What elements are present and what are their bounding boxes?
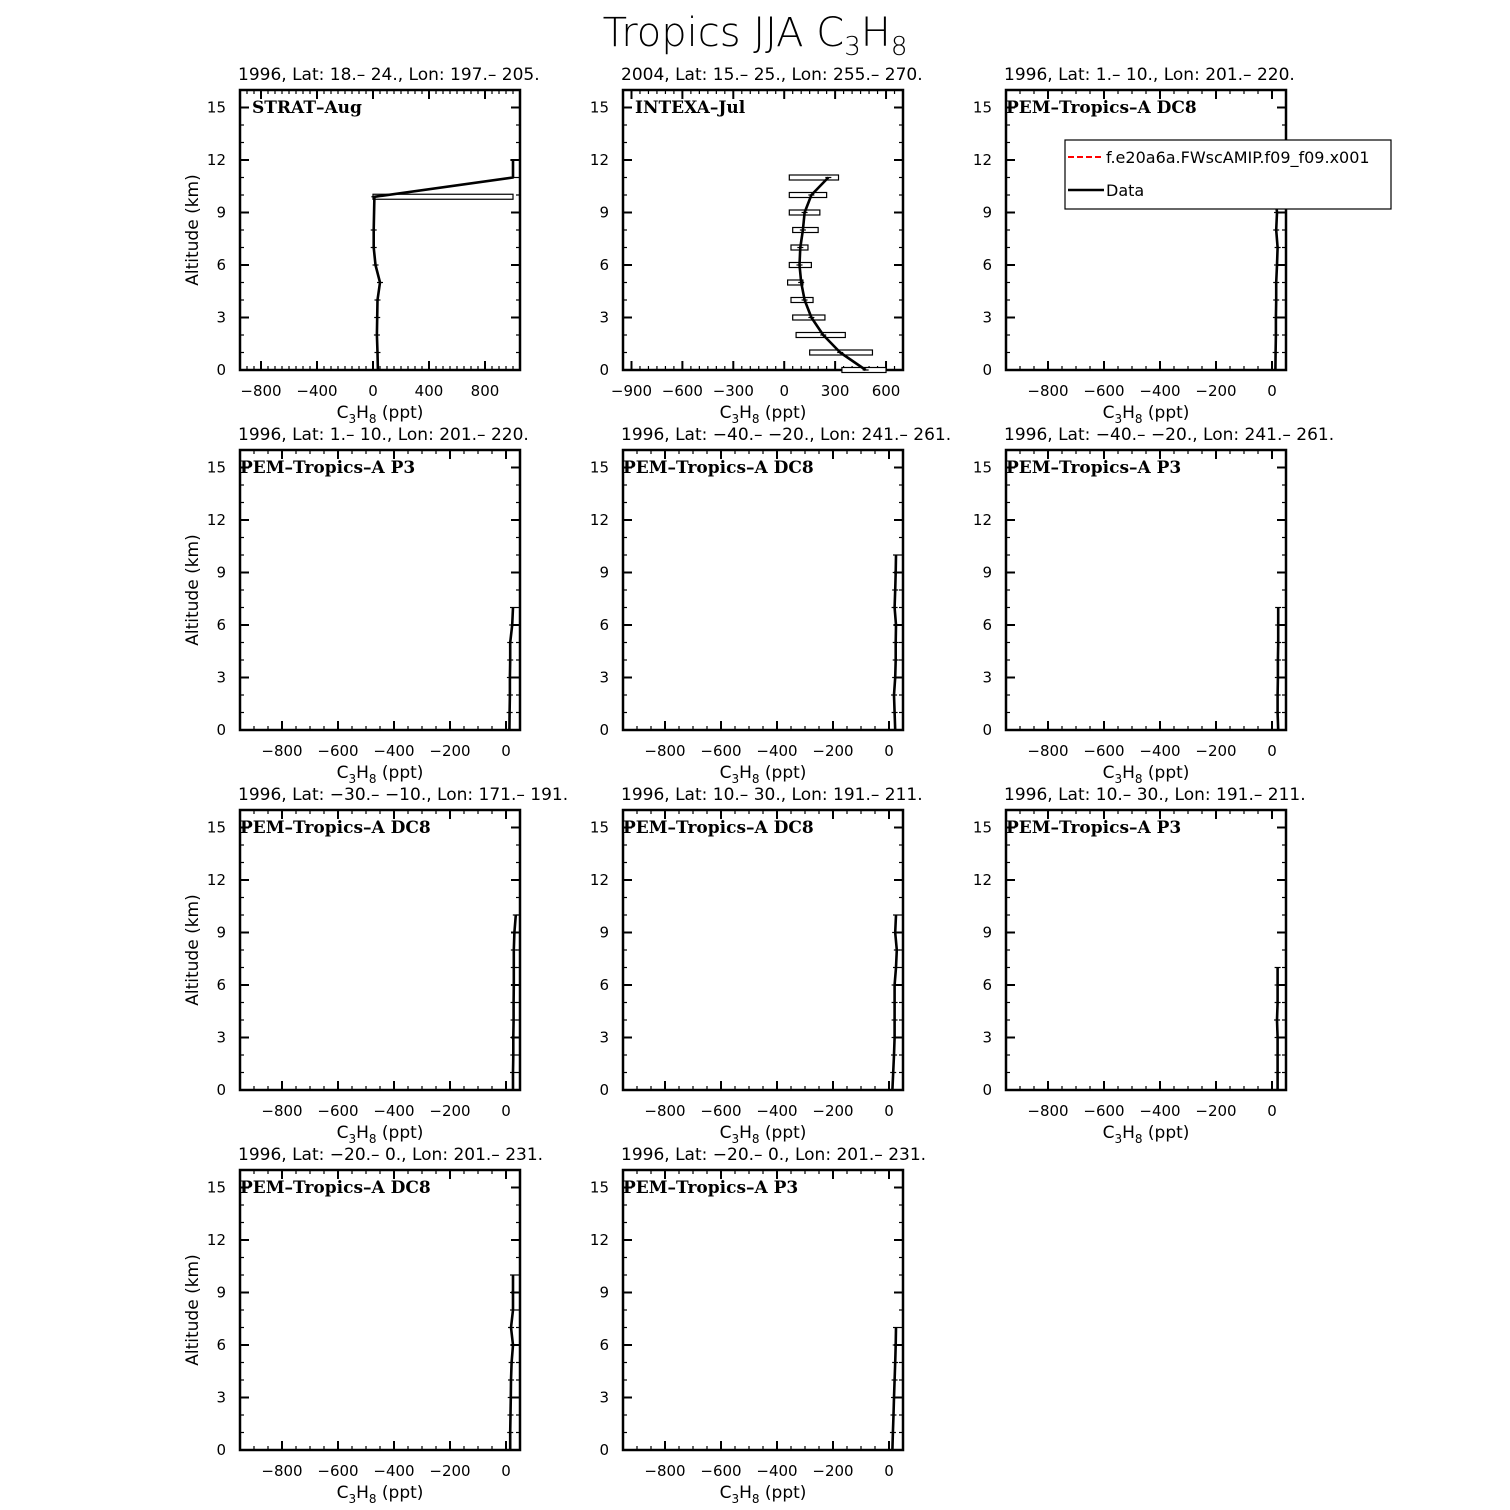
- y-tick-label: 6: [599, 616, 609, 634]
- x-tick-label: 0: [501, 742, 511, 760]
- x-tick-label: −200: [812, 742, 854, 760]
- y-tick-label: 12: [206, 151, 226, 169]
- x-axis-label-sub: 8: [1134, 412, 1143, 426]
- x-axis-label-sub: 8: [368, 412, 377, 426]
- y-tick-label: 6: [216, 256, 226, 274]
- y-tick-label: 9: [216, 563, 226, 582]
- x-axis-label-part: H: [739, 763, 752, 783]
- y-tick-label: 6: [216, 976, 226, 994]
- plot-frame: [1006, 450, 1286, 730]
- plot-frame: [240, 1170, 520, 1450]
- y-tick-label: 6: [982, 256, 992, 274]
- panel-3: [973, 65, 1295, 426]
- x-tick-label: −600: [317, 1462, 359, 1480]
- x-axis-label: [720, 1483, 807, 1506]
- x-tick-label: −800: [1027, 382, 1069, 400]
- data-line: [374, 160, 513, 370]
- panel-7: [183, 785, 568, 1146]
- x-axis-label-part: (ppt): [376, 1123, 424, 1143]
- campaign-label: PEM–Tropics–A P3: [623, 1178, 799, 1198]
- x-axis-label-sub: 8: [1134, 772, 1143, 786]
- y-tick-label: 15: [972, 818, 992, 837]
- x-tick-label: 0: [884, 742, 894, 760]
- y-tick-label: 15: [972, 458, 992, 477]
- y-tick-label: 12: [972, 871, 992, 889]
- y-tick-label: 15: [206, 1178, 226, 1197]
- x-axis-label-sub: 3: [731, 1132, 740, 1146]
- x-axis-label: [337, 1483, 424, 1506]
- x-axis-label-part: C: [336, 1123, 349, 1143]
- x-axis-label-part: H: [739, 1123, 752, 1143]
- y-tick-label: 0: [216, 361, 226, 379]
- plot-frame: [623, 90, 903, 370]
- campaign-label: PEM–Tropics–A DC8: [623, 458, 814, 478]
- panel-10: [183, 1145, 543, 1506]
- x-tick-label: −200: [812, 1462, 854, 1480]
- x-axis-label-part: (ppt): [759, 763, 807, 783]
- y-tick-label: 3: [599, 308, 609, 327]
- y-tick-label: 0: [982, 1081, 992, 1099]
- y-tick-label: 12: [972, 511, 992, 529]
- x-axis-label-part: H: [356, 1123, 369, 1143]
- campaign-label: STRAT–Aug: [252, 98, 362, 118]
- y-tick-label: 0: [216, 1081, 226, 1099]
- panel-1: [183, 65, 540, 426]
- x-axis-label: [720, 1123, 807, 1146]
- x-tick-label: 0: [368, 382, 378, 400]
- x-axis-label-part: C: [336, 403, 349, 423]
- y-tick-label: 0: [982, 361, 992, 379]
- campaign-label: INTEXA–Jul: [635, 98, 746, 118]
- x-axis-label-sub: 8: [751, 412, 760, 426]
- y-tick-label: 12: [589, 511, 609, 529]
- x-tick-label: −300: [712, 382, 754, 400]
- x-axis-label-sub: 3: [348, 1132, 357, 1146]
- x-axis-label-part: (ppt): [376, 763, 424, 783]
- panel-title: 2004, Lat: 15.– 25., Lon: 255.– 270.: [621, 65, 923, 85]
- x-tick-label: −600: [700, 1102, 742, 1120]
- y-tick-label: 6: [216, 1336, 226, 1354]
- panel-4: [183, 425, 529, 786]
- x-tick-label: −400: [756, 742, 798, 760]
- y-tick-label: 3: [216, 1388, 226, 1407]
- x-axis-label-part: H: [1122, 1123, 1135, 1143]
- y-tick-label: 15: [589, 1178, 609, 1197]
- x-tick-label: −200: [1195, 1102, 1237, 1120]
- x-axis-label-sub: 8: [751, 772, 760, 786]
- x-axis-label-sub: 3: [348, 1492, 357, 1506]
- figure-title: Tropics JJA $C_3H_8$: [602, 10, 908, 62]
- x-axis-label-sub: 3: [348, 772, 357, 786]
- x-axis-label-part: H: [1122, 403, 1135, 423]
- panel-8: [590, 785, 923, 1146]
- panel-title: 1996, Lat: −40.– −20., Lon: 241.– 261.: [1004, 425, 1335, 445]
- x-tick-label: −800: [261, 1102, 303, 1120]
- y-tick-label: 12: [206, 1231, 226, 1249]
- y-tick-label: 6: [982, 976, 992, 994]
- x-axis-label-part: C: [719, 1483, 732, 1503]
- x-tick-label: −400: [756, 1462, 798, 1480]
- y-tick-label: 0: [216, 1441, 226, 1459]
- x-axis-label: [1103, 403, 1190, 426]
- y-axis-label: Altitude (km): [183, 174, 203, 286]
- x-axis-label-part: (ppt): [1142, 403, 1190, 423]
- x-tick-label: −400: [373, 1102, 415, 1120]
- x-axis-label-part: C: [719, 763, 732, 783]
- y-tick-label: 3: [599, 668, 609, 687]
- y-tick-label: 6: [599, 1336, 609, 1354]
- x-axis-label: [337, 763, 424, 786]
- y-tick-label: 12: [206, 871, 226, 889]
- y-tick-label: 0: [599, 1441, 609, 1459]
- panel-title: 1996, Lat: 10.– 30., Lon: 191.– 211.: [1004, 785, 1306, 805]
- x-axis-label-part: C: [1102, 763, 1115, 783]
- x-axis-label-part: (ppt): [376, 1483, 424, 1503]
- y-tick-label: 15: [589, 98, 609, 117]
- x-tick-label: −400: [296, 382, 338, 400]
- x-tick-label: 0: [1267, 1102, 1277, 1120]
- x-axis-label-sub: 3: [1114, 772, 1123, 786]
- y-tick-label: 15: [206, 818, 226, 837]
- x-tick-label: −900: [610, 382, 653, 400]
- x-tick-label: 0: [884, 1462, 894, 1480]
- plot-frame: [240, 450, 520, 730]
- y-tick-label: 9: [599, 1283, 609, 1302]
- y-axis-label: Altitude (km): [183, 1254, 203, 1366]
- x-tick-label: 800: [470, 382, 500, 400]
- x-tick-label: −400: [373, 742, 415, 760]
- data-line: [509, 608, 513, 731]
- x-axis-label-part: H: [356, 1483, 369, 1503]
- x-tick-label: −800: [644, 742, 686, 760]
- x-tick-label: 0: [501, 1462, 511, 1480]
- x-tick-label: −200: [429, 1462, 471, 1480]
- campaign-label: PEM–Tropics–A P3: [1006, 458, 1182, 478]
- y-axis-label: Altitude (km): [183, 894, 203, 1006]
- x-tick-label: −600: [700, 1462, 742, 1480]
- y-tick-label: 12: [589, 1231, 609, 1249]
- x-axis-label-part: C: [336, 1483, 349, 1503]
- plot-frame: [1006, 810, 1286, 1090]
- y-axis-label: Altitude (km): [183, 534, 203, 646]
- campaign-label: PEM–Tropics–A DC8: [240, 818, 431, 838]
- x-axis-label-sub: 8: [368, 1492, 377, 1506]
- x-axis-label: [720, 403, 807, 426]
- x-tick-label: −400: [1139, 382, 1181, 400]
- y-tick-label: 15: [589, 458, 609, 477]
- y-tick-label: 3: [599, 1028, 609, 1047]
- x-axis-label-part: C: [719, 403, 732, 423]
- y-tick-label: 6: [982, 616, 992, 634]
- x-axis-label-part: C: [1102, 403, 1115, 423]
- panel-title: 1996, Lat: 10.– 30., Lon: 191.– 211.: [621, 785, 923, 805]
- y-tick-label: 9: [982, 203, 992, 222]
- y-tick-label: 3: [216, 308, 226, 327]
- y-tick-label: 6: [216, 616, 226, 634]
- y-tick-label: 9: [216, 203, 226, 222]
- panel-2: [590, 65, 923, 426]
- y-tick-label: 9: [982, 923, 992, 942]
- x-tick-label: 0: [1267, 382, 1277, 400]
- x-tick-label: −600: [317, 1102, 359, 1120]
- panel-title: 1996, Lat: −20.– 0., Lon: 201.– 231.: [238, 1145, 544, 1165]
- x-tick-label: −600: [1083, 1102, 1125, 1120]
- y-tick-label: 0: [216, 721, 226, 739]
- x-axis-label-part: (ppt): [1142, 763, 1190, 783]
- x-tick-label: −600: [1083, 742, 1125, 760]
- x-tick-label: −800: [644, 1102, 686, 1120]
- y-tick-label: 9: [216, 923, 226, 942]
- panel-title: 1996, Lat: −30.– −10., Lon: 171.– 191.: [238, 785, 569, 805]
- campaign-label: PEM–Tropics–A DC8: [1006, 98, 1197, 118]
- y-tick-label: 9: [982, 563, 992, 582]
- x-axis-label: [1103, 1123, 1190, 1146]
- x-axis-label-sub: 8: [751, 1492, 760, 1506]
- x-axis-label-sub: 3: [731, 412, 740, 426]
- y-tick-label: 6: [599, 976, 609, 994]
- y-tick-label: 12: [589, 151, 609, 169]
- y-tick-label: 3: [216, 668, 226, 687]
- data-line: [1275, 195, 1277, 370]
- y-tick-label: 0: [599, 361, 609, 379]
- data-line: [510, 1275, 513, 1450]
- panel-title: 1996, Lat: 1.– 10., Lon: 201.– 220.: [238, 425, 529, 445]
- panel-9: [973, 785, 1306, 1146]
- x-axis-label-sub: 8: [751, 1132, 760, 1146]
- y-tick-label: 3: [216, 1028, 226, 1047]
- panels: [183, 65, 1334, 1506]
- y-tick-label: 3: [982, 1028, 992, 1047]
- x-tick-label: −800: [261, 742, 303, 760]
- x-axis-label-part: H: [739, 403, 752, 423]
- x-axis-label-part: C: [1102, 1123, 1115, 1143]
- plot-frame: [623, 1170, 903, 1450]
- x-axis-label-sub: 3: [1114, 412, 1123, 426]
- x-axis-label-part: (ppt): [759, 1483, 807, 1503]
- data-line: [800, 178, 866, 371]
- data-line: [1278, 608, 1279, 731]
- campaign-label: PEM–Tropics–A P3: [1006, 818, 1182, 838]
- x-axis-label-sub: 8: [368, 772, 377, 786]
- x-tick-label: 0: [501, 1102, 511, 1120]
- x-tick-label: −200: [429, 1102, 471, 1120]
- x-axis-label-sub: 3: [731, 772, 740, 786]
- x-axis-label-part: (ppt): [759, 403, 807, 423]
- x-axis-label-sub: 3: [348, 412, 357, 426]
- y-tick-label: 6: [599, 256, 609, 274]
- y-tick-label: 15: [589, 818, 609, 837]
- panel-5: [590, 425, 951, 786]
- data-line: [1277, 968, 1278, 1091]
- x-axis-label-part: H: [739, 1483, 752, 1503]
- x-tick-label: 0: [1267, 742, 1277, 760]
- x-tick-label: −200: [429, 742, 471, 760]
- y-tick-label: 12: [206, 511, 226, 529]
- x-axis-label-part: C: [719, 1123, 732, 1143]
- panel-6: [973, 425, 1334, 786]
- x-tick-label: 0: [779, 382, 789, 400]
- y-tick-label: 9: [599, 203, 609, 222]
- legend: [1065, 140, 1391, 209]
- x-tick-label: −800: [261, 1462, 303, 1480]
- error-box: [789, 193, 826, 198]
- y-tick-label: 9: [599, 563, 609, 582]
- x-tick-label: −200: [1195, 742, 1237, 760]
- x-axis-label-part: H: [356, 403, 369, 423]
- plot-frame: [623, 450, 903, 730]
- x-tick-label: −800: [1027, 1102, 1069, 1120]
- x-tick-label: −400: [756, 1102, 798, 1120]
- panel-title: 1996, Lat: 1.– 10., Lon: 201.– 220.: [1004, 65, 1295, 85]
- x-axis-label: [337, 1123, 424, 1146]
- y-tick-label: 9: [216, 1283, 226, 1302]
- x-tick-label: 0: [884, 1102, 894, 1120]
- panel-title: 1996, Lat: −20.– 0., Lon: 201.– 231.: [621, 1145, 927, 1165]
- plot-frame: [240, 810, 520, 1090]
- x-axis-label-part: H: [356, 763, 369, 783]
- x-tick-label: 600: [871, 382, 901, 400]
- plot-frame: [623, 810, 903, 1090]
- x-axis-label: [720, 763, 807, 786]
- plot-frame: [1006, 90, 1286, 370]
- panel-title: 1996, Lat: 18.– 24., Lon: 197.– 205.: [238, 65, 540, 85]
- x-axis-label-part: C: [336, 763, 349, 783]
- panel-title: 1996, Lat: −40.– −20., Lon: 241.– 261.: [621, 425, 952, 445]
- x-tick-label: −600: [700, 742, 742, 760]
- x-axis-label-part: (ppt): [759, 1123, 807, 1143]
- y-tick-label: 15: [206, 98, 226, 117]
- x-axis-label-sub: 8: [368, 1132, 377, 1146]
- x-tick-label: −800: [240, 382, 282, 400]
- x-tick-label: 400: [414, 382, 444, 400]
- x-axis-label-part: H: [1122, 763, 1135, 783]
- y-tick-label: 9: [599, 923, 609, 942]
- x-axis-label-part: (ppt): [376, 403, 424, 423]
- y-tick-label: 0: [982, 721, 992, 739]
- x-axis-label-sub: 3: [731, 1492, 740, 1506]
- x-tick-label: −200: [1195, 382, 1237, 400]
- campaign-label: PEM–Tropics–A DC8: [240, 1178, 431, 1198]
- campaign-label: PEM–Tropics–A DC8: [623, 818, 814, 838]
- y-tick-label: 3: [982, 308, 992, 327]
- x-tick-label: −600: [661, 382, 703, 400]
- y-tick-label: 3: [982, 668, 992, 687]
- x-tick-label: 300: [820, 382, 850, 400]
- x-axis-label-sub: 8: [1134, 1132, 1143, 1146]
- campaign-label: PEM–Tropics–A P3: [240, 458, 416, 478]
- legend-data-label: Data: [1106, 181, 1145, 200]
- panel-11: [590, 1145, 926, 1506]
- x-axis-label-part: (ppt): [1142, 1123, 1190, 1143]
- y-tick-label: 0: [599, 1081, 609, 1099]
- x-tick-label: −400: [373, 1462, 415, 1480]
- x-tick-label: −200: [812, 1102, 854, 1120]
- y-tick-label: 12: [972, 151, 992, 169]
- x-tick-label: −800: [644, 1462, 686, 1480]
- x-tick-label: −400: [1139, 742, 1181, 760]
- y-tick-label: 15: [972, 98, 992, 117]
- x-axis-label: [337, 403, 424, 426]
- x-tick-label: −600: [317, 742, 359, 760]
- plot-frame: [240, 90, 520, 370]
- x-axis-label-sub: 3: [1114, 1132, 1123, 1146]
- y-tick-label: 12: [589, 871, 609, 889]
- legend-model-label: f.e20a6a.FWscAMIP.f09_f09.x001: [1106, 148, 1370, 167]
- x-tick-label: −400: [1139, 1102, 1181, 1120]
- x-tick-label: −800: [1027, 742, 1069, 760]
- y-tick-label: 15: [206, 458, 226, 477]
- y-tick-label: 3: [599, 1388, 609, 1407]
- y-tick-label: 0: [599, 721, 609, 739]
- x-tick-label: −600: [1083, 382, 1125, 400]
- x-axis-label: [1103, 763, 1190, 786]
